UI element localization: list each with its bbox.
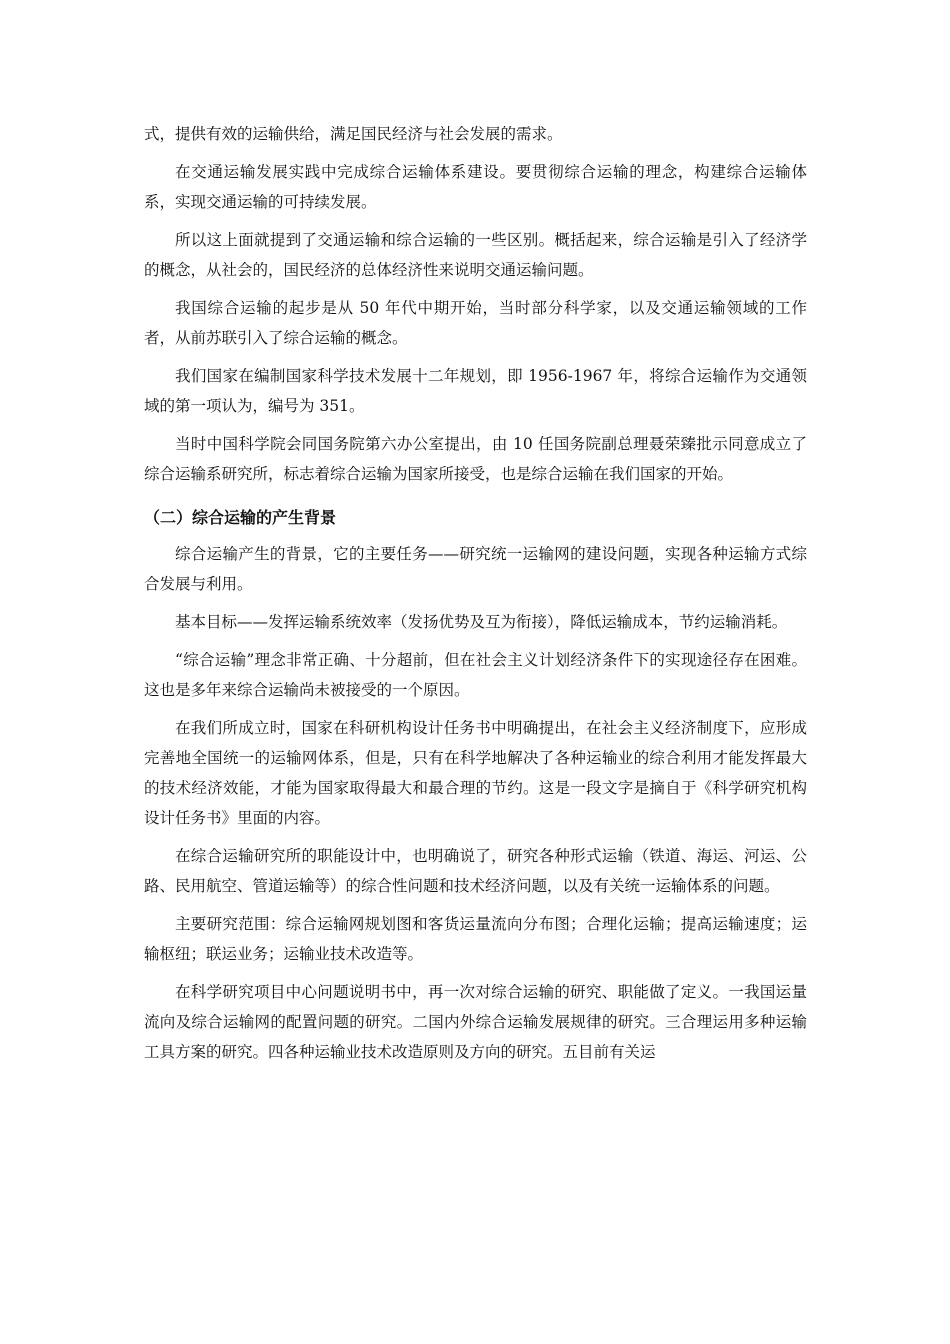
paragraph-institute-founding: 当时中国科学院会同国务院第六办公室提出，由 10 任国务院副总理聂荣臻批示同意成立了综合运输系研究所，标志着综合运输为国家所接受，也是综合运输在我们国家的开始。 (144, 435, 807, 483)
paragraph-basic-goal: 基本目标——发挥运输系统效率（发扬优势及互为衔接），降低运输成本，节约运输消耗。 (175, 613, 788, 631)
paragraph-system-construction: 在交通运输发展实践中完成综合运输体系建设。要贯彻综合运输的理念，构建综合运输体系，实现交通运输的可持续发展。 (144, 163, 807, 211)
paragraph-research-scope: 主要研究范围：综合运输网规划图和客货运量流向分布图；合理化运输；提高运输速度；运输枢纽；联运业务；运输业技术改造等。 (144, 915, 807, 963)
document-page (144, 119, 807, 1075)
paragraph-background: 综合运输产生的背景，它的主要任务——研究统一运输网的建设问题，实现各种运输方式综合发展与利用。 (144, 545, 807, 593)
paragraph-concept-difficulty: “综合运输”理念非常正确、十分超前，但在社会主义计划经济条件下的实现途径存在困难。这也是多年来综合运输尚未被接受的一个原因。 (144, 651, 807, 699)
section-heading: （二）综合运输的产生背景 (144, 508, 337, 527)
paragraph-continuation: 式，提供有效的运输供给，满足国民经济与社会发展的需求。 (144, 125, 563, 143)
paragraph-functions: 在综合运输研究所的职能设计中，也明确说了，研究各种形式运输（铁道、海运、河运、公路、民用航空、管道运输等）的综合性问题和技术经济问题，以及有关统一运输体系的问题。 (144, 847, 807, 895)
paragraph-research-items: 在科学研究项目中心问题说明书中，再一次对综合运输的研究、职能做了定义。一我国运量流向及综合运输网的配置问题的研究。二国内外综合运输发展规律的研究。三合理运用多种运输工具方案的研究。四各种运输业技术改造原则及方向的研究。五目前有关运 (144, 983, 807, 1061)
paragraph-design-task: 在我们所成立时，国家在科研机构设计任务书中明确提出，在社会主义经济制度下，应形成完善地全国统一的运输网体系，但是，只有在科学地解决了各种运输业的综合利用才能发挥最大的技术经济效能，才能为国家取得最大和最合理的节约。这是一段文字是摘自于《科学研究机构设计任务书》里面的内容。 (144, 719, 807, 827)
paragraph-origin: 我国综合运输的起步是从 50 年代中期开始，当时部分科学家，以及交通运输领域的工作者，从前苏联引入了综合运输的概念。 (144, 299, 807, 347)
paragraph-difference: 所以这上面就提到了交通运输和综合运输的一些区别。概括起来，综合运输是引入了经济学的概念，从社会的，国民经济的总体经济性来说明交通运输问题。 (144, 231, 807, 279)
paragraph-twelve-year-plan: 我们国家在编制国家科学技术发展十二年规划，即 1956-1967 年，将综合运输作为交通领域的第一项认为，编号为 351。 (144, 367, 807, 415)
